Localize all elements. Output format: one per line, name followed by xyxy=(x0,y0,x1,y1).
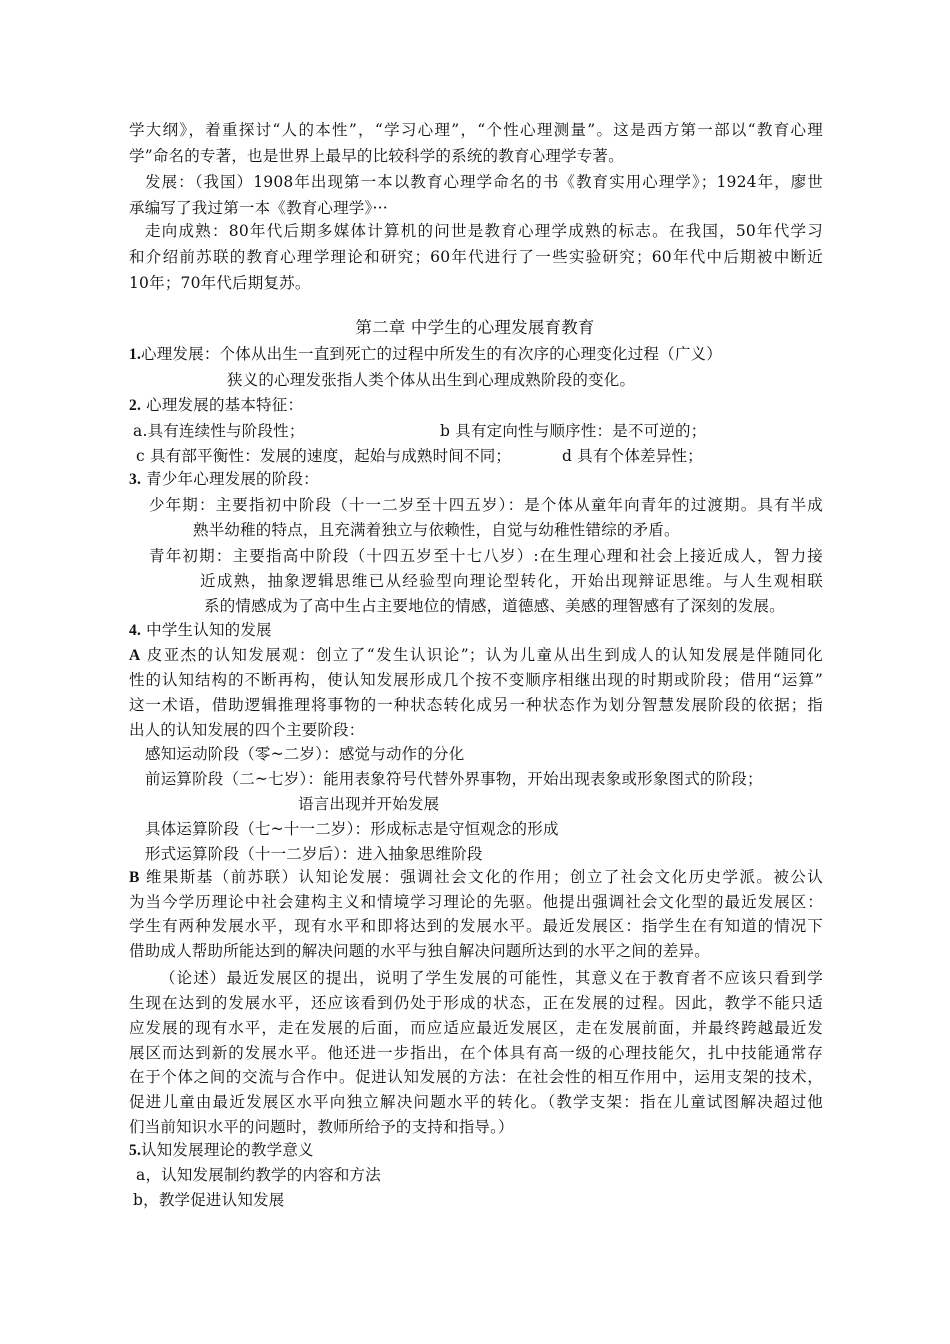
s3-youth-line2: 近成熟，抽象逻辑思维已从经验型向理论型转化，开始出现辩证思维。与人生观相联 xyxy=(200,572,823,590)
s4-heading xyxy=(129,617,272,644)
s4-a-text: 皮亚杰的认知发展观：创立了“发生认识论”；认为儿童从出生到成人的认知发展是伴随同化 xyxy=(140,646,823,664)
s3-title: 青少年心理发展的阶段： xyxy=(141,470,319,488)
s4-b-line2: 为当今学历理论中社会建构主义和情境学习理论的先驱。他提出强调社会文化型的最近发展区： xyxy=(129,893,823,911)
s2-item-c: c 具有部平衡性：发展的速度，起始与成熟时间不同； xyxy=(136,447,512,465)
s4-essay-line2: 生现在达到的发展水平，还应该看到仍处于形成的状态，正在发展的过程。因此，教学不能只适 xyxy=(129,994,823,1012)
intro-p1-line2: 学”命名的专著，也是世界上最早的比较科学的系统的教育心理学专著。 xyxy=(129,147,624,165)
s4-stage4: 形式运算阶段（十一二岁后）：进入抽象思维阶段 xyxy=(145,845,483,863)
s4-essay-line5: 在于个体之间的交流与合作中。促进认知发展的方法：在社会性的相互作用中，运用支架的技术， xyxy=(129,1068,823,1086)
s4-title: 中学生认知的发展 xyxy=(141,621,272,639)
s3-number: 3. xyxy=(129,471,142,488)
s4-essay-line1: （论述）最近发展区的提出，说明了学生发展的可能性，其意义在于教育者不应该只看到学 xyxy=(160,969,823,987)
s4-stage3: 具体运算阶段（七~十一二岁）：形成标志是守恒观念的形成 xyxy=(145,820,559,838)
s2-heading xyxy=(129,392,303,419)
s1-line2: 狭义的心理发张指人类个体从出生到心理成熟阶段的变化。 xyxy=(227,371,636,389)
s3-teen-line1: 少年期：主要指初中阶段（十一二岁至十四五岁）：是个体从童年向青年的过渡期。具有半成 xyxy=(149,496,823,514)
s5-item-b: b，教学促进认知发展 xyxy=(133,1191,285,1209)
s4-a-mark: A xyxy=(129,647,141,664)
intro-p1-line1: 学大纲》，着重探讨“人的本性”，“学习心理”，“个性心理测量”。这是西方第一部以“教育心理 xyxy=(129,121,823,139)
s4-stage1: 感知运动阶段（零~二岁）：感觉与动作的分化 xyxy=(145,745,465,763)
s3-youth-line1: 青年初期：主要指高中阶段（十四五岁至十七八岁）:在生理心理和社会上接近成人，智力接 xyxy=(149,547,823,565)
s4-number: 4. xyxy=(129,622,142,639)
s2-item-a: a.具有连续性与阶段性； xyxy=(133,422,305,440)
s4-a-line4: 出人的认知发展的四个主要阶段： xyxy=(129,721,365,739)
intro-p3-line3: 10年；70年代后期复苏。 xyxy=(129,274,311,292)
s5-heading xyxy=(129,1137,314,1164)
s4-essay-line6: 促进儿童由最近发展区水平向独立解决问题水平的转化。（教学支架：指在儿童试图解决超过他 xyxy=(129,1093,823,1111)
s3-youth-line3: 系的情感成为了高中生占主要地位的情感，道德感、美感的理智感有了深刻的发展。 xyxy=(204,597,785,615)
s5-number: 5. xyxy=(129,1142,142,1159)
s4-a-line3: 这一术语，借助逻辑推理将事物的一种状态转化成另一种状态作为划分智慧发展阶段的依据；指 xyxy=(129,696,823,714)
intro-p3-line2: 和介绍前苏联的教育心理学理论和研究；60年代进行了一些实验研究；60年代中后期被中断近 xyxy=(129,248,823,266)
s1-number: 1. xyxy=(129,346,142,363)
s2-item-b: b 具有定向性与顺序性：是不可逆的； xyxy=(440,422,707,440)
chapter-title: 第二章 中学生的心理发展育教育 xyxy=(355,318,595,337)
s4-b-mark: B xyxy=(129,869,140,886)
s3-heading xyxy=(129,466,319,493)
s2-item-d: d 具有个体差异性； xyxy=(562,447,703,465)
s4-stage2-line1: 前运算阶段（二~七岁）：能用表象符号代替外界事物，开始出现表象或形象图式的阶段； xyxy=(145,770,763,788)
s1-text: 心理发展：个体从出生一直到死亡的过程中所发生的有次序的心理变化过程（广义） xyxy=(141,345,722,363)
s1-line1 xyxy=(129,341,722,368)
s4-essay-line4: 展区而达到新的发展水平。他还进一步指出，在个体具有高一级的心理技能欠，扎中技能通常存 xyxy=(129,1044,823,1062)
s2-title: 心理发展的基本特征： xyxy=(141,396,304,414)
intro-p3-line1: 走向成熟：80年代后期多媒体计算机的问世是教育心理学成熟的标志。在我国，50年代学习 xyxy=(145,222,823,240)
s4-b-text: 维果斯基（前苏联）认知论发展：强调社会文化的作用；创立了社会文化历史学派。被公认 xyxy=(139,868,823,886)
s2-number: 2. xyxy=(129,397,142,414)
s4-stage2-line2: 语言出现并开始发展 xyxy=(298,795,440,813)
s4-a-line1 xyxy=(129,642,823,669)
intro-p2-line2: 承编写了我过第一本《教育心理学》··· xyxy=(129,199,388,217)
s5-item-a: a，认知发展制约教学的内容和方法 xyxy=(136,1166,381,1184)
s4-b-line4: 借助成人帮助所能达到的解决问题的水平与独自解决问题所达到的水平之间的差异。 xyxy=(129,942,710,960)
intro-p2-line1: 发展：（我国）1908年出现第一本以教育心理学命名的书《教育实用心理学》；1924年，廖世 xyxy=(145,173,823,191)
s4-b-line1 xyxy=(129,864,823,891)
s4-essay-line3: 应发展的现有水平，走在发展的后面，而应适应最近发展区，走在发展前面，并最终跨越最近发 xyxy=(129,1019,823,1037)
s3-teen-line2: 熟半幼稚的特点，且充满着独立与依赖性，自觉与幼稚性错综的矛盾。 xyxy=(193,521,680,539)
s4-a-line2: 性的认知结构的不断再构，使认知发展形成几个按不变顺序相继出现的时期或阶段；借用“运算” xyxy=(129,671,823,689)
s4-b-line3: 学生有两种发展水平，现有水平和即将达到的发展水平。最近发展区：指学生在有知道的情况下 xyxy=(129,917,823,935)
s4-essay-line7: 们当前知识水平的问题时，教师所给予的支持和指导。） xyxy=(129,1118,514,1136)
s5-title: 认知发展理论的教学意义 xyxy=(141,1141,314,1159)
